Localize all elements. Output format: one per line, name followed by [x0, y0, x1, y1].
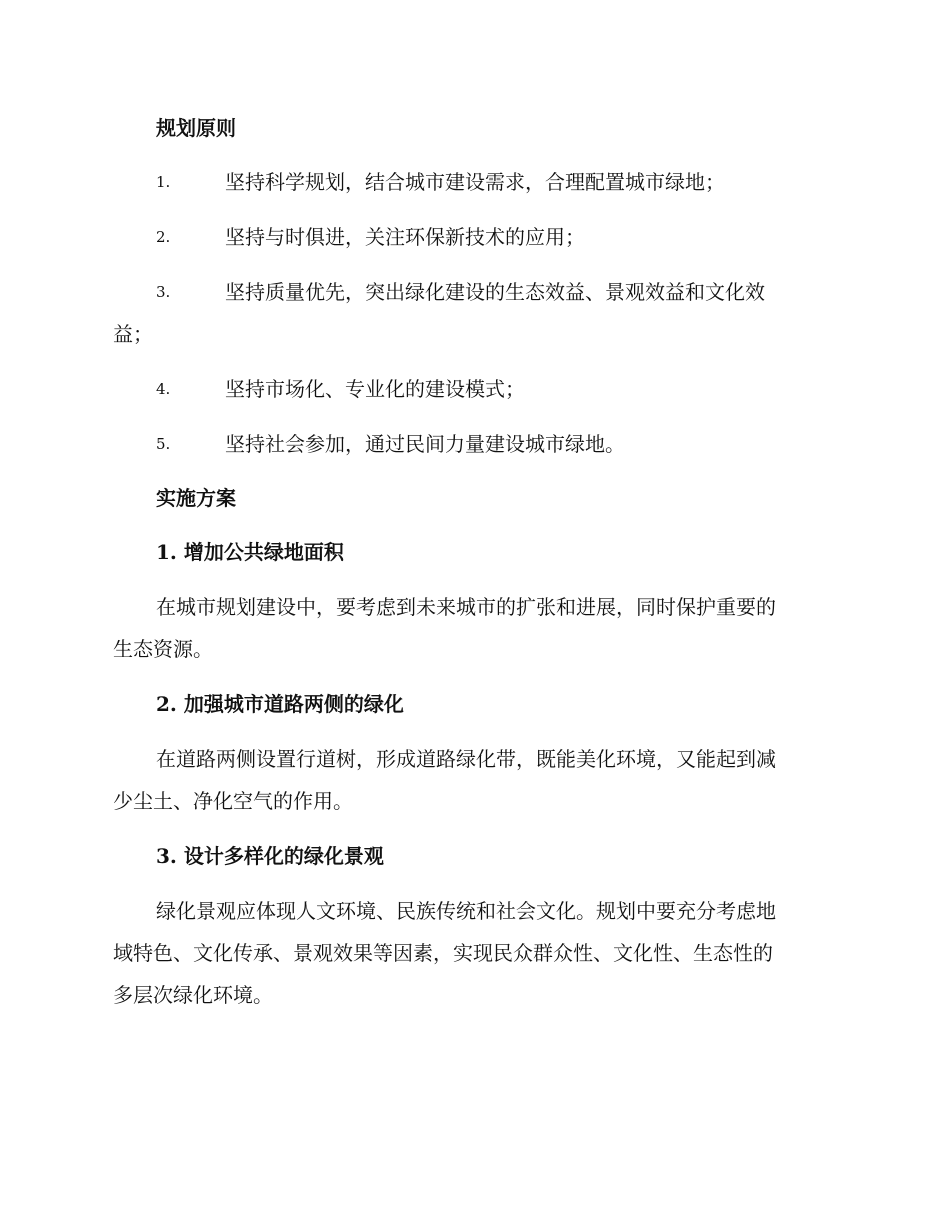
list-text: 坚持质量优先，突出绿化建设的生态效益、景观效益和文化效 — [225, 280, 765, 304]
list-number: 5. — [156, 435, 171, 453]
section-1-line-1: 在城市规划建设中，要考虑到未来城市的扩张和进展，同时保护重要的 — [156, 595, 776, 619]
list-text: 坚持社会参加，通过民间力量建设城市绿地。 — [225, 432, 625, 456]
section-3-title: 3. 设计多样化的绿化景观 — [156, 844, 384, 868]
section-2-line-2: 少尘土、净化空气的作用。 — [113, 789, 353, 813]
section-3-line-3: 多层次绿化环境。 — [113, 983, 273, 1007]
list-text: 坚持市场化、专业化的建设模式； — [225, 377, 525, 401]
section-2-line-1: 在道路两侧设置行道树，形成道路绿化带，既能美化环境，又能起到减 — [156, 747, 776, 771]
list-number: 4. — [156, 380, 171, 398]
section-2-title: 2. 加强城市道路两侧的绿化 — [156, 692, 404, 716]
plan-heading: 实施方案 — [156, 486, 236, 510]
list-number: 2. — [156, 228, 171, 246]
list-number: 1. — [156, 173, 171, 191]
section-1-line-2: 生态资源。 — [113, 637, 213, 661]
list-text: 坚持科学规划，结合城市建设需求，合理配置城市绿地； — [225, 170, 725, 194]
section-3-line-2: 域特色、文化传承、景观效果等因素，实现民众群众性、文化性、生态性的 — [113, 941, 773, 965]
list-text-continuation: 益； — [113, 322, 153, 346]
section-3-line-1: 绿化景观应体现人文环境、民族传统和社会文化。规划中要充分考虑地 — [156, 899, 776, 923]
list-text: 坚持与时俱进，关注环保新技术的应用； — [225, 225, 585, 249]
principles-heading: 规划原则 — [156, 116, 236, 140]
list-number: 3. — [156, 283, 171, 301]
section-1-title: 1. 增加公共绿地面积 — [156, 540, 344, 564]
